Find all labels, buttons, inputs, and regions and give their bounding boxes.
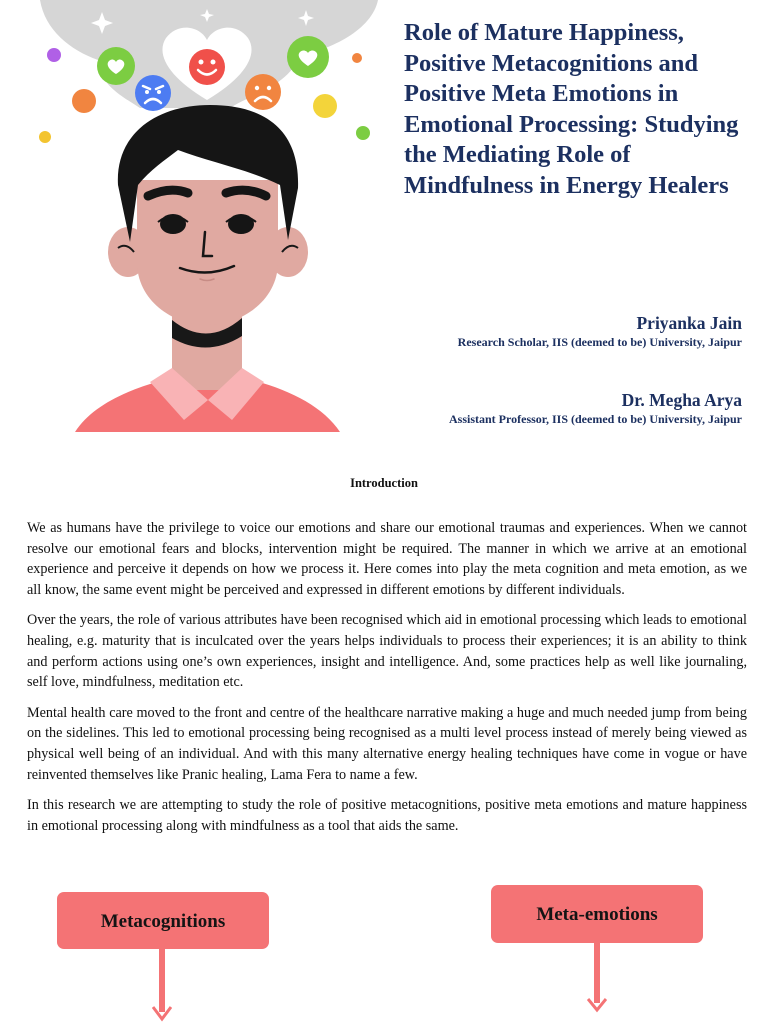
decorative-dot xyxy=(39,131,51,143)
author-affiliation: Research Scholar, IIS (deemed to be) University, Jaipur xyxy=(457,335,742,349)
paragraph: In this research we are attempting to study the role of positive metacognitions, positive meta emotions and mature happiness in emotional processing along with mindfulness as a tool that aids the same. xyxy=(27,797,747,834)
author-name: Dr. Megha Arya xyxy=(621,390,742,410)
angry-face-icon xyxy=(135,75,171,111)
section-heading: Introduction xyxy=(350,476,418,490)
meta-emotions-box: Meta-emotions xyxy=(491,885,703,943)
sad-face-icon xyxy=(245,74,281,110)
decorative-dot xyxy=(47,48,61,62)
decorative-dot xyxy=(72,89,96,113)
decorative-dot xyxy=(352,53,362,63)
person-illustration xyxy=(75,105,340,432)
author-name: Priyanka Jain xyxy=(636,313,742,333)
metacognitions-box: Metacognitions xyxy=(57,892,269,949)
down-arrow-icon xyxy=(152,949,172,1024)
page-title: Role of Mature Happiness, Positive Metacognitions and Positive Meta Emotions in Emotional Processing: Studying the Mediating Role of Mindfulness in Energy Healers xyxy=(404,19,739,199)
author-affiliation: Assistant Professor, IIS (deemed to be) University, Jaipur xyxy=(449,412,742,426)
paragraph: Mental health care moved to the front and centre of the healthcare narrative making a huge and much needed jump from being on the sidelines. This led to emotional processing being recognised as a multi level process instead of merely being viewed as physical well being of an individual. And with this many alternative energy healing techniques have come in vogue or have reinvented themselves like Pranic healing, Lama Fera to name a few. xyxy=(27,704,747,783)
heart-emoji-icon xyxy=(287,36,329,78)
heart-emoji-icon xyxy=(97,47,135,85)
down-arrow-icon xyxy=(587,943,607,1018)
introduction-body xyxy=(27,518,747,846)
decorative-dot xyxy=(313,94,337,118)
paragraph: Over the years, the role of various attributes have been recognised which aid in emotional processing which leads to emotional healing, e.g. maturity that is inculcated over the years helps individuals to process their experiences; it is an ability to think and perform actions using one’s own experiences, insight and intelligence. And, some practices help as well like journaling, self love, mindfulness, meditation etc. xyxy=(27,612,747,691)
author-block xyxy=(449,389,742,427)
decorative-dot xyxy=(356,126,370,140)
smiley-face-icon xyxy=(189,49,225,85)
paragraph: We as humans have the privilege to voice our emotions and share our emotional traumas and experiences. When we cannot resolve our emotional fears and blocks, intervention might be required. The manner in which we arrive at an emotional experience and perceive it depends on how we process it. Here comes into play the meta cognition and meta emotion, as we all know, the same event might be perceived and expressed in different emotions by different individuals. xyxy=(27,520,747,598)
author-block xyxy=(458,312,742,350)
cover-illustration xyxy=(0,0,400,440)
